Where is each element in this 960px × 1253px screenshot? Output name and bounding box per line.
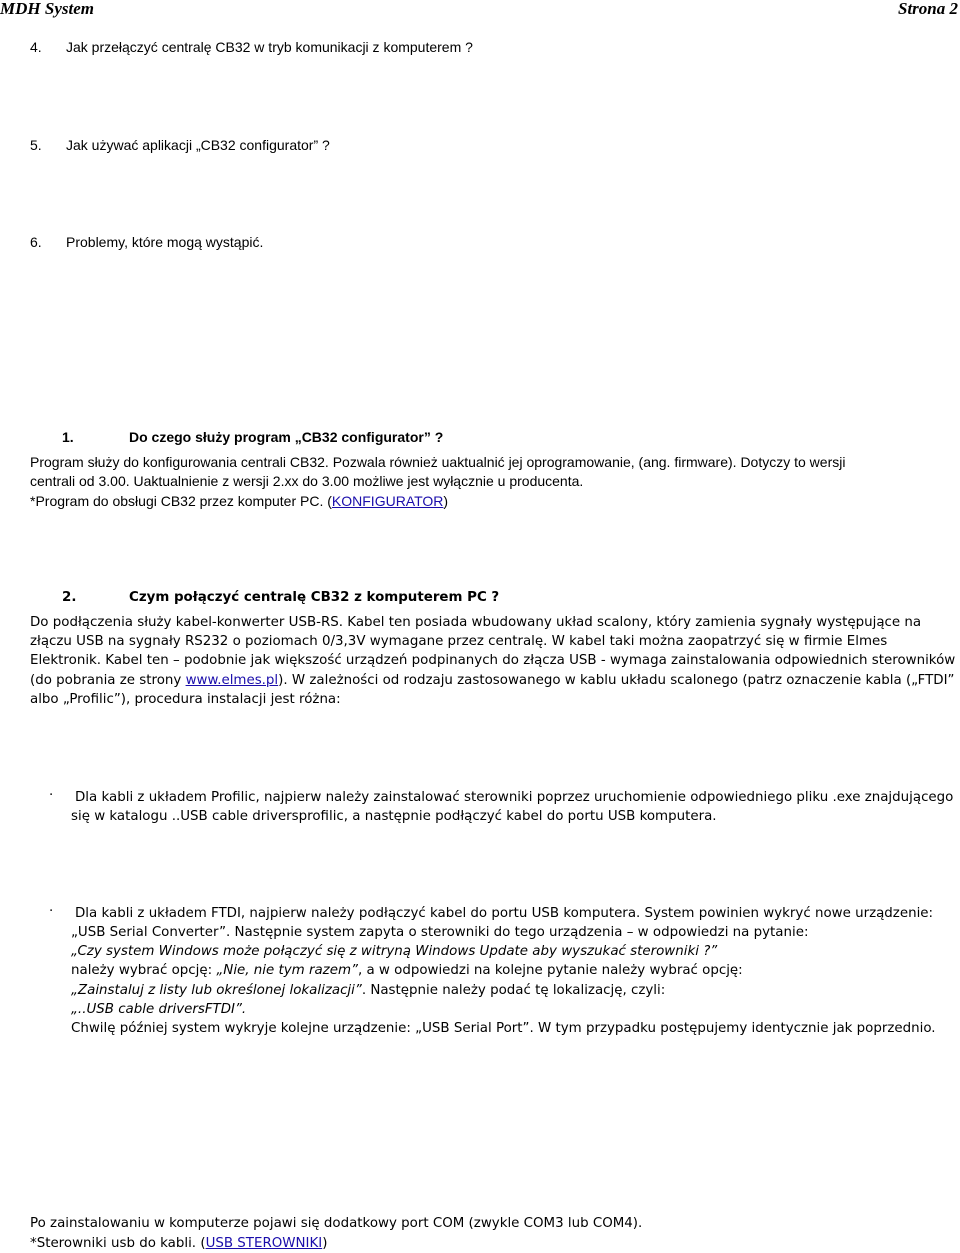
usb-drivers-link[interactable]: USB STEROWNIKI — [205, 1236, 323, 1251]
configurator-link[interactable]: KONFIGURATOR — [331, 493, 444, 509]
bullet-line: się w katalogu ..USB cable driversprofilic, a następnie podłączyć kabel do portu USB komputera. — [71, 809, 717, 824]
toc-text: Problemy, które mogą wystąpić. — [66, 234, 264, 250]
elmes-link[interactable]: www.elmes.pl — [185, 673, 279, 688]
section-title: Do czego służy program „CB32 configurator” ? — [129, 429, 444, 445]
option-text: „Nie, nie tym razem” — [216, 963, 358, 978]
paragraph-line — [30, 493, 448, 509]
toc-number: 6. — [30, 234, 42, 250]
toc-text: Jak przełączyć centralę CB32 w tryb komunikacji z komputerem ? — [66, 39, 473, 55]
text: Dla kabli z układem FTDI, najpierw należy podłączyć kabel do portu USB komputera. System powinien wykryć nowe urządzenie: — [75, 906, 934, 921]
bullet-line: Chwilę później system wykryje kolejne urządzenie: „USB Serial Port”. W tym przypadku postępujemy identycznie jak poprzednio. — [71, 1021, 936, 1036]
paragraph-line: Do podłączenia służy kabel-konwerter USB-RS. Kabel ten posiada wbudowany układ scalony, który zamienia sygnały występujące na — [30, 615, 922, 630]
bullet-icon: · — [49, 904, 54, 919]
bullet-line — [71, 983, 665, 998]
option-text: „Zainstaluj z listy lub określonej lokalizacji” — [71, 983, 362, 998]
text: . Następnie należy podać tę lokalizację, czyli: — [361, 983, 666, 998]
text: należy wybrać opcję: — [71, 963, 217, 978]
paragraph-line: złączu USB na sygnały RS232 o poziomach 0/3,3V wymagane przez centralę. W kabel taki można zaopatrzyć się w firmie Elmes — [30, 634, 888, 649]
paragraph-line: Program służy do konfigurowania centrali CB32. Pozwala również uaktualnić jej oprogramowanie, (ang. firmware). Dotyczy to wersji — [30, 454, 846, 470]
header-title: MDH System — [0, 0, 94, 18]
text: Dla kabli z układem Profilic, najpierw należy zainstalować sterowniki poprzez uruchomienie odpowiedniego pliku .exe znajdującego — [75, 790, 954, 805]
bullet-line: „..USB cable driversFTDI”. — [71, 1002, 247, 1017]
paragraph-line: Elektronik. Kabel ten – podobnie jak większość urządzeń podpinanych do złącza USB - wymaga zainstalowania odpowiednich sterowników — [30, 653, 956, 668]
footer-line — [30, 1236, 327, 1251]
text: , a w odpowiedzi na kolejne pytanie należy wybrać opcję: — [357, 963, 743, 978]
toc-number: 5. — [30, 137, 42, 153]
text: ) — [443, 493, 449, 509]
text: ). W zależności od rodzaju zastosowanego w kablu układu scalonego (patrz oznaczenie kabla („FTDI” — [278, 673, 955, 688]
bullet-icon: · — [49, 788, 54, 803]
bullet-line — [71, 963, 743, 978]
bullet-line: „USB Serial Converter”. Następnie system zapyta o sterowniki do tego urządzenia – w odpowiedzi na pytanie: — [71, 925, 809, 940]
page-number: Strona 2 — [898, 0, 958, 18]
text: ) — [322, 1236, 328, 1251]
paragraph-line: centrali od 3.00. Uaktualnienie z wersji 2.xx do 3.00 możliwe jest wyłącznie u producenta. — [30, 473, 584, 489]
section-number: 1. — [62, 429, 74, 445]
section-number: 2. — [62, 590, 77, 605]
paragraph-line: albo „Profilic”), procedura instalacji jest różna: — [30, 692, 341, 707]
bullet-line: „Czy system Windows może połączyć się z witryną Windows Update aby wyszukać sterowniki ?” — [71, 944, 718, 959]
text: *Sterowniki usb do kabli. ( — [30, 1236, 206, 1251]
toc-number: 4. — [30, 39, 42, 55]
footer-line: Po zainstalowaniu w komputerze pojawi się dodatkowy port COM (zwykle COM3 lub COM4). — [30, 1216, 643, 1231]
section-title: Czym połączyć centralę CB32 z komputerem PC ? — [129, 590, 500, 605]
text: *Program do obsługi CB32 przez komputer PC. ( — [30, 493, 332, 509]
toc-text: Jak używać aplikacji „CB32 configurator” ? — [66, 137, 330, 153]
text: (do pobrania ze strony — [30, 673, 186, 688]
bullet-line — [71, 790, 953, 805]
paragraph-line — [30, 673, 955, 688]
bullet-line — [71, 906, 933, 921]
